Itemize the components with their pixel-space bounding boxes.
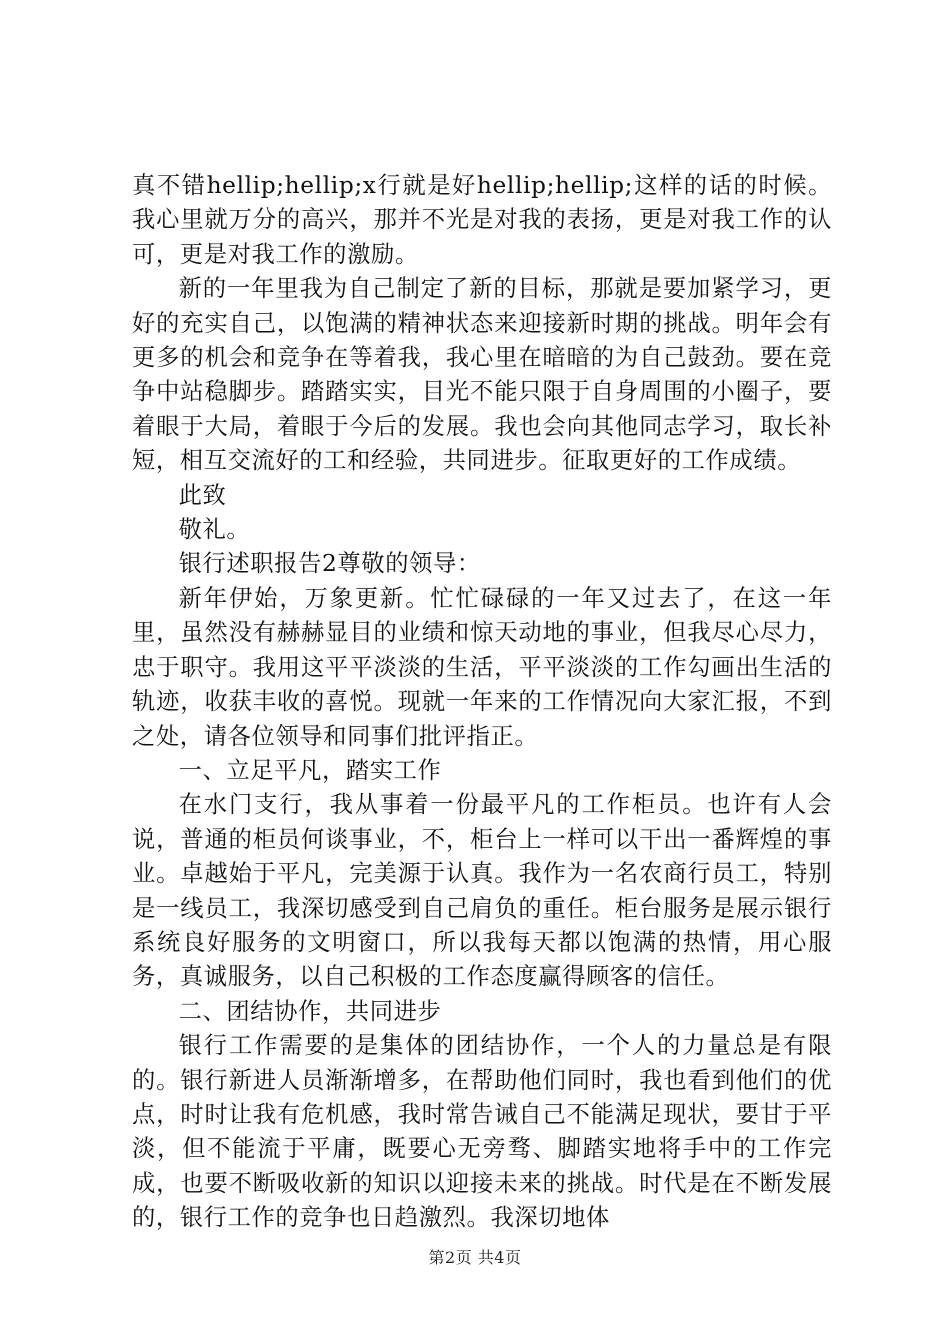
section-heading-2: 二、团结协作，共同进步 — [178, 997, 442, 1025]
paragraph-section-1: 在水门支行，我从事着一份最平凡的工作柜员。也许有人会说，普通的柜员何谈事业，不，柜台上一样可以干出一番辉煌的事业。卓越始于平凡，完美源于认真。我作为一名农商行员工，特别是一线员工，我深切感受到自己肩负的重任。柜台服务是展示银行系统良好服务的文明窗口，所以我每天都以饱满的热情，用心服务，真诚服务，以自己积极的工作态度赢得顾客的信任。 — [132, 791, 832, 991]
closing-regards: 敬礼。 — [178, 516, 251, 544]
closing-salutation: 此致 — [178, 481, 227, 509]
report-title-greeting: 银行述职报告2尊敬的领导： — [178, 550, 481, 578]
paragraph-continuation: 真不错hellip;hellip;x行就是好hellip;hellip;这样的话的时候。我心里就万分的高兴，那并不光是对我的表扬，更是对我工作的认可，更是对我工作的激励。 — [132, 172, 832, 268]
section-heading-1: 一、立足平凡，踏实工作 — [178, 756, 442, 784]
paragraph-new-year-goals: 新的一年里我为自己制定了新的目标，那就是要加紧学习，更好的充实自己，以饱满的精神状态来迎接新时期的挑战。明年会有更多的机会和竞争在等着我，我心里在暗暗的为自己鼓劲。要在竞争中站稳脚步。踏踏实实，目光不能只限于自身周围的小圈子，要着眼于大局，着眼于今后的发展。我也会向其他同志学习，取长补短，相互交流好的工和经验，共同进步。征取更好的工作成绩。 — [132, 275, 832, 475]
paragraph-section-2: 银行工作需要的是集体的团结协作，一个人的力量总是有限的。银行新进人员渐渐增多，在帮助他们同时，我也看到他们的优点，时时让我有危机感，我时常告诫自己不能满足现状，要甘于平淡，但不能流于平庸，既要心无旁骛、脚踏实地将手中的工作完成，也要不断吸收新的知识以迎接未来的挑战。时代是在不断发展的，银行工作的竞争也日趋激烈。我深切地体 — [132, 1032, 832, 1232]
paragraph-introduction: 新年伊始，万象更新。忙忙碌碌的一年又过去了，在这一年里，虽然没有赫赫显目的业绩和惊天动地的事业，但我尽心尽力，忠于职守。我用这平平淡淡的生活，平平淡淡的工作勾画出生活的轨迹，收获丰收的喜悦。现就一年来的工作情况向大家汇报，不到之处，请各位领导和同事们批评指正。 — [132, 584, 832, 750]
page-number-footer: 第2页 共4页 — [428, 1248, 522, 1267]
document-body — [132, 169, 832, 1236]
